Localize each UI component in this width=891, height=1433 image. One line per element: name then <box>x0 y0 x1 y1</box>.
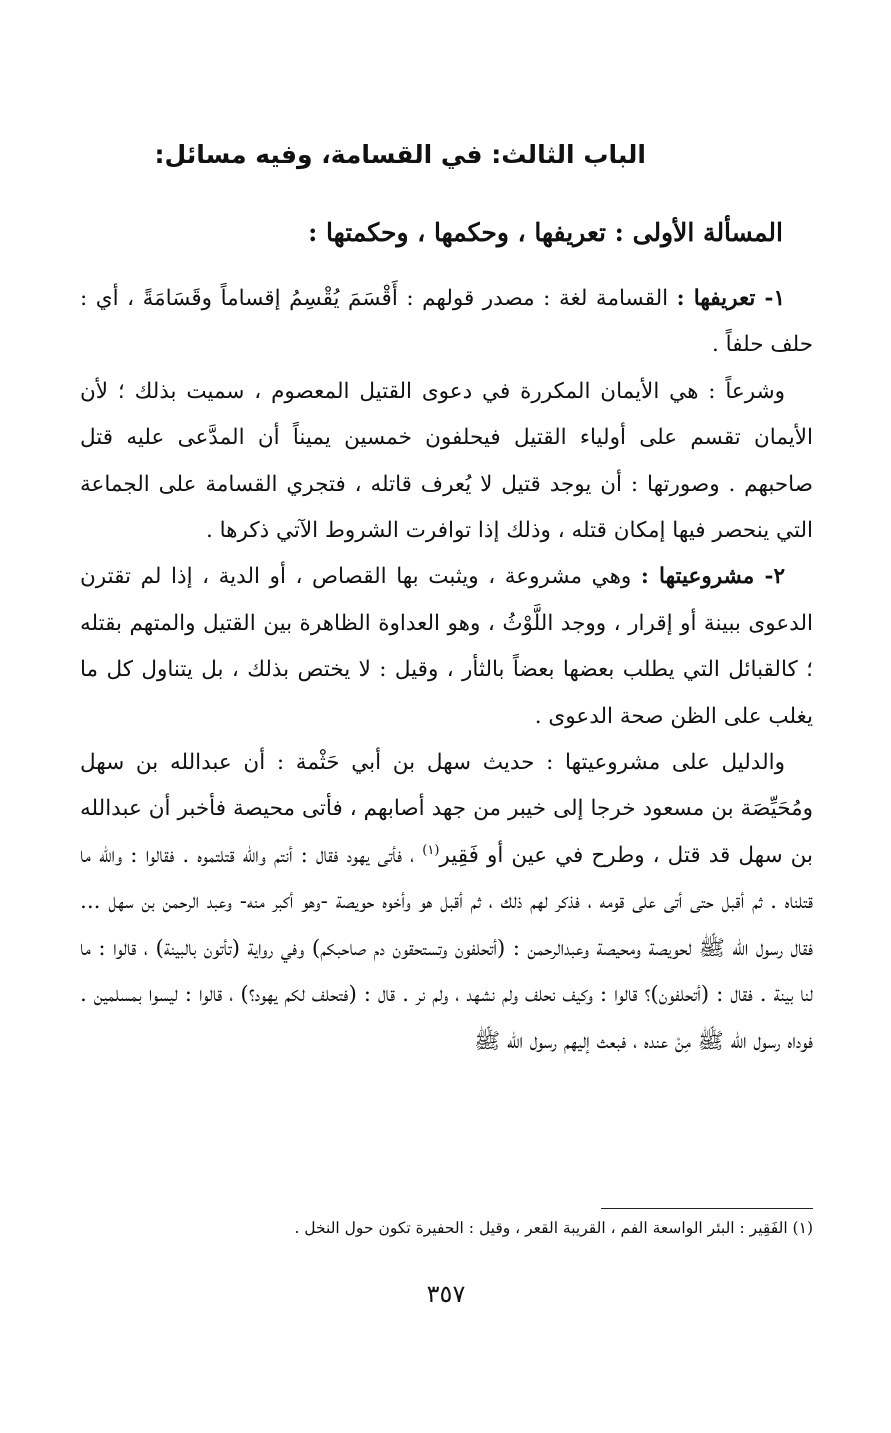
footnote-divider <box>601 1208 813 1209</box>
paragraph-lead: ١- تعريفها : <box>676 286 785 311</box>
paragraph-text: ، فأتى يهود فقال : أنتم والله قتلتموه . فقالوا : والله ما قتلناه . ثم أقبل حتى أتى على قومه ، فذكر لهم ذلك ، ثم أقبل هو وأخوه حويصة -وهو أكبر منه- وعبد الرحمن بن سهل ... فقال رسول الله ﷺ لحويصة ومحيصة وعبدالرحمن : (أتحلفون وتستحقون دم صاحبكم) وفي رواية (تأتون بالبينة) ، قالوا : ما لنا بينة . فقال : (أتحلفون)؟ قالوا : وكيف نحلف ولم نشهد ، ولم نر . قال : (فتحلف لكم يهود؟) ، قالوا : ليسوا بمسلمين . فوداه رسول الله ﷺ مِنْ عنده ، فبعث إليهم رسول الله ﷺ <box>80 842 813 1054</box>
paragraph-legitimacy <box>80 554 813 740</box>
issue-title: المسألة الأولى : تعريفها ، وحكمها ، وحكمتها : <box>308 218 783 247</box>
footnote-reference[interactable]: (١) <box>422 842 440 858</box>
paragraph-lead: ٢- مشروعيتها : <box>640 564 785 590</box>
paragraph-text: والدليل على مشروعيتها : حديث سهل بن أبي حَثْمة : أن عبدالله بن سهل ومُحَيِّصَة بن مسعود خرجا إلى خيبر من جهد أصابهم ، فأتى محيصة فأخبر أن عبدالله بن سهل قد قتل ، وطرح في عين أو فَقِير <box>80 750 814 868</box>
paragraph-text: وهي مشروعة ، ويثبت بها القصاص ، أو الدية ، إذا لم تقترن الدعوى ببينة أو إقرار ، ووجد اللَّوْثُ ، وهو العداوة الظاهرة بين القتيل والمتهم بقتله ؛ كالقبائل التي يطلب بعضها بعضاً بالثأر ، وقيل : لا يختص بذلك ، بل يتناول كل ما يغلب على الظن صحة الدعوى . <box>80 564 813 729</box>
chapter-title: الباب الثالث: في القسامة، وفيه مسائل: <box>154 140 646 169</box>
body-text <box>80 276 813 1065</box>
paragraph-definition <box>80 276 813 369</box>
paragraph-text: وشرعاً : هي الأيمان المكررة في دعوى القتيل المعصوم ، سميت بذلك ؛ لأن الأيمان تقسم على أولياء القتيل فيحلفون خمسين يميناً أن المدَّعى عليه قتل صاحبهم . وصورتها : أن يوجد قتيل لا يُعرف قاتله ، فتجري القسامة على الجماعة التي ينحصر فيها إمكان قتله ، وذلك إذا توافرت الشروط الآتي ذكرها . <box>80 378 813 544</box>
page-number: ٣٥٧ <box>426 1280 466 1308</box>
footnote: (١) الفَقِير : البئر الواسعة الفم ، القريبة القعر ، وقيل : الحفيرة تكون حول النخل . <box>294 1219 813 1237</box>
paragraph-sharia-definition <box>80 369 813 555</box>
paragraph-text: القسامة لغة : مصدر قولهم : أَقْسَمَ يُقْسِمُ إقساماً وقَسَامَةً ، أي : حلف حلفاً . <box>80 286 813 358</box>
paragraph-evidence <box>80 740 813 1065</box>
